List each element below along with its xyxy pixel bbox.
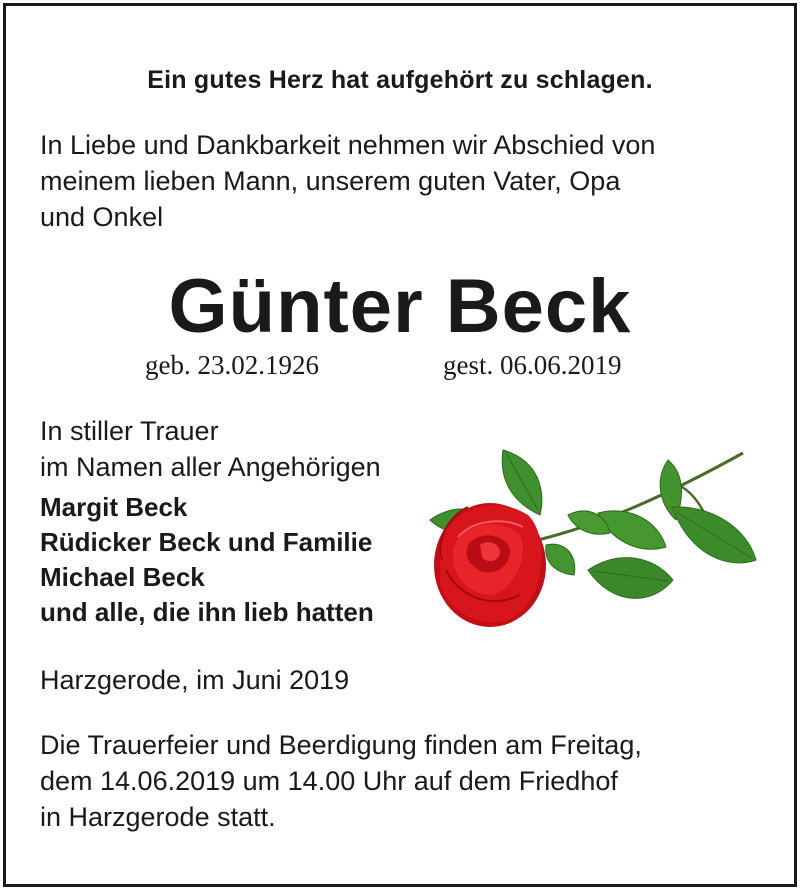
funeral-service-text — [40, 727, 760, 835]
mourner-name: Rüdicker Beck und Familie — [40, 527, 373, 557]
mourning-text — [40, 413, 381, 485]
intro-line: meinem lieben Mann, unserem guten Vater, Opa — [40, 166, 621, 196]
birth-date: geb. 23.02.1926 — [145, 350, 319, 380]
intro-text — [40, 127, 740, 235]
service-line: Die Trauerfeier und Beerdigung finden am Freitag, — [40, 730, 642, 760]
mourner-name: Michael Beck — [40, 562, 205, 592]
intro-line: und Onkel — [40, 202, 164, 232]
mourners-list — [40, 490, 374, 630]
headline: Ein gutes Herz hat aufgehört zu schlagen. — [147, 66, 653, 94]
mourning-line: im Namen aller Angehörigen — [40, 452, 381, 482]
mourner-name: und alle, die ihn lieb hatten — [40, 597, 374, 627]
death-date: gest. 06.06.2019 — [443, 350, 622, 380]
intro-line: In Liebe und Dankbarkeit nehmen wir Abschied von — [40, 130, 656, 160]
service-line: in Harzgerode statt. — [40, 802, 276, 832]
mourning-line: In stiller Trauer — [40, 416, 219, 446]
red-rose-icon — [428, 445, 763, 635]
place-and-date: Harzgerode, im Juni 2019 — [40, 665, 350, 695]
mourner-name: Margit Beck — [40, 492, 188, 522]
deceased-name: Günter Beck — [168, 264, 632, 349]
service-line: dem 14.06.2019 um 14.00 Uhr auf dem Friedhof — [40, 766, 618, 796]
